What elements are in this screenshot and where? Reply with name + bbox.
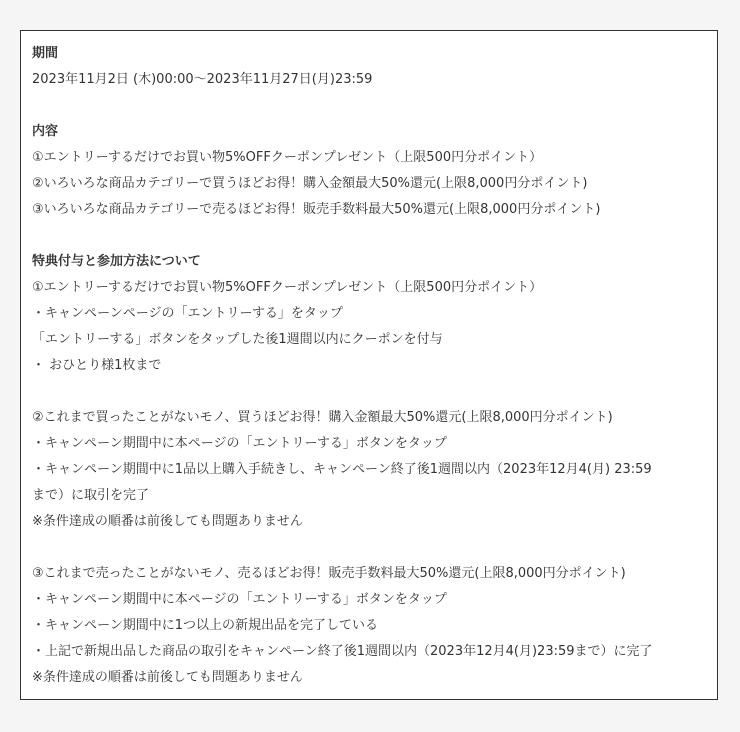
- campaign-details-box: [20, 30, 718, 700]
- contents-item: ③いろいろな商品カテゴリーで売るほどお得！販売手数料最大50%還元(上限8,000円分ポイント): [32, 202, 601, 217]
- benefits-heading: 特典付与と参加方法について: [32, 254, 201, 269]
- contents-heading: 内容: [32, 124, 59, 139]
- benefit-1-title: ①エントリーするだけでお買い物5%OFFクーポンプレゼント（上限500円分ポイント）: [32, 280, 543, 295]
- period-value: 2023年11月2日 (木)00:00～2023年11月27日(月)23:59: [32, 72, 373, 87]
- benefit-3-line: ・キャンペーン期間中に1つ以上の新規出品を完了している: [32, 618, 379, 633]
- benefit-2-line: まで）に取引を完了: [32, 488, 150, 503]
- benefit-2-line: ・キャンペーン期間中に1品以上購入手続きし、キャンペーン終了後1週間以内（2023年12月4(月) 23:59: [32, 462, 652, 477]
- benefit-3-title: ③これまで売ったことがないモノ、売るほどお得！販売手数料最大50%還元(上限8,000円分ポイント): [32, 566, 626, 581]
- benefit-2-note: ※条件達成の順番は前後しても問題ありません: [32, 514, 303, 529]
- benefit-1-line: ・ おひとり様1枚まで: [32, 358, 162, 373]
- benefit-2-title: ②これまで買ったことがないモノ、買うほどお得！購入金額最大50%還元(上限8,000円分ポイント): [32, 410, 613, 425]
- spacer: [32, 535, 707, 561]
- period-heading: 期間: [32, 46, 59, 61]
- benefit-3-line: ・上記で新規出品した商品の取引をキャンペーン終了後1週間以内（2023年12月4(月)23:59まで）に完了: [32, 644, 653, 659]
- contents-item: ②いろいろな商品カテゴリーで買うほどお得！購入金額最大50%還元(上限8,000円分ポイント): [32, 176, 588, 191]
- benefit-2-line: ・キャンペーン期間中に本ページの「エントリーする」ボタンをタップ: [32, 436, 447, 451]
- benefit-3-line: ・キャンペーン期間中に本ページの「エントリーする」ボタンをタップ: [32, 592, 447, 607]
- benefit-1-line: 「エントリーする」ボタンをタップした後1週間以内にクーポンを付与: [32, 332, 443, 347]
- benefit-1-line: ・キャンペーンページの「エントリーする」をタップ: [32, 306, 343, 321]
- spacer: [32, 223, 707, 249]
- contents-item: ①エントリーするだけでお買い物5%OFFクーポンプレゼント（上限500円分ポイント）: [32, 150, 543, 165]
- spacer: [32, 379, 707, 405]
- benefit-3-note: ※条件達成の順番は前後しても問題ありません: [32, 670, 303, 685]
- spacer: [32, 93, 707, 119]
